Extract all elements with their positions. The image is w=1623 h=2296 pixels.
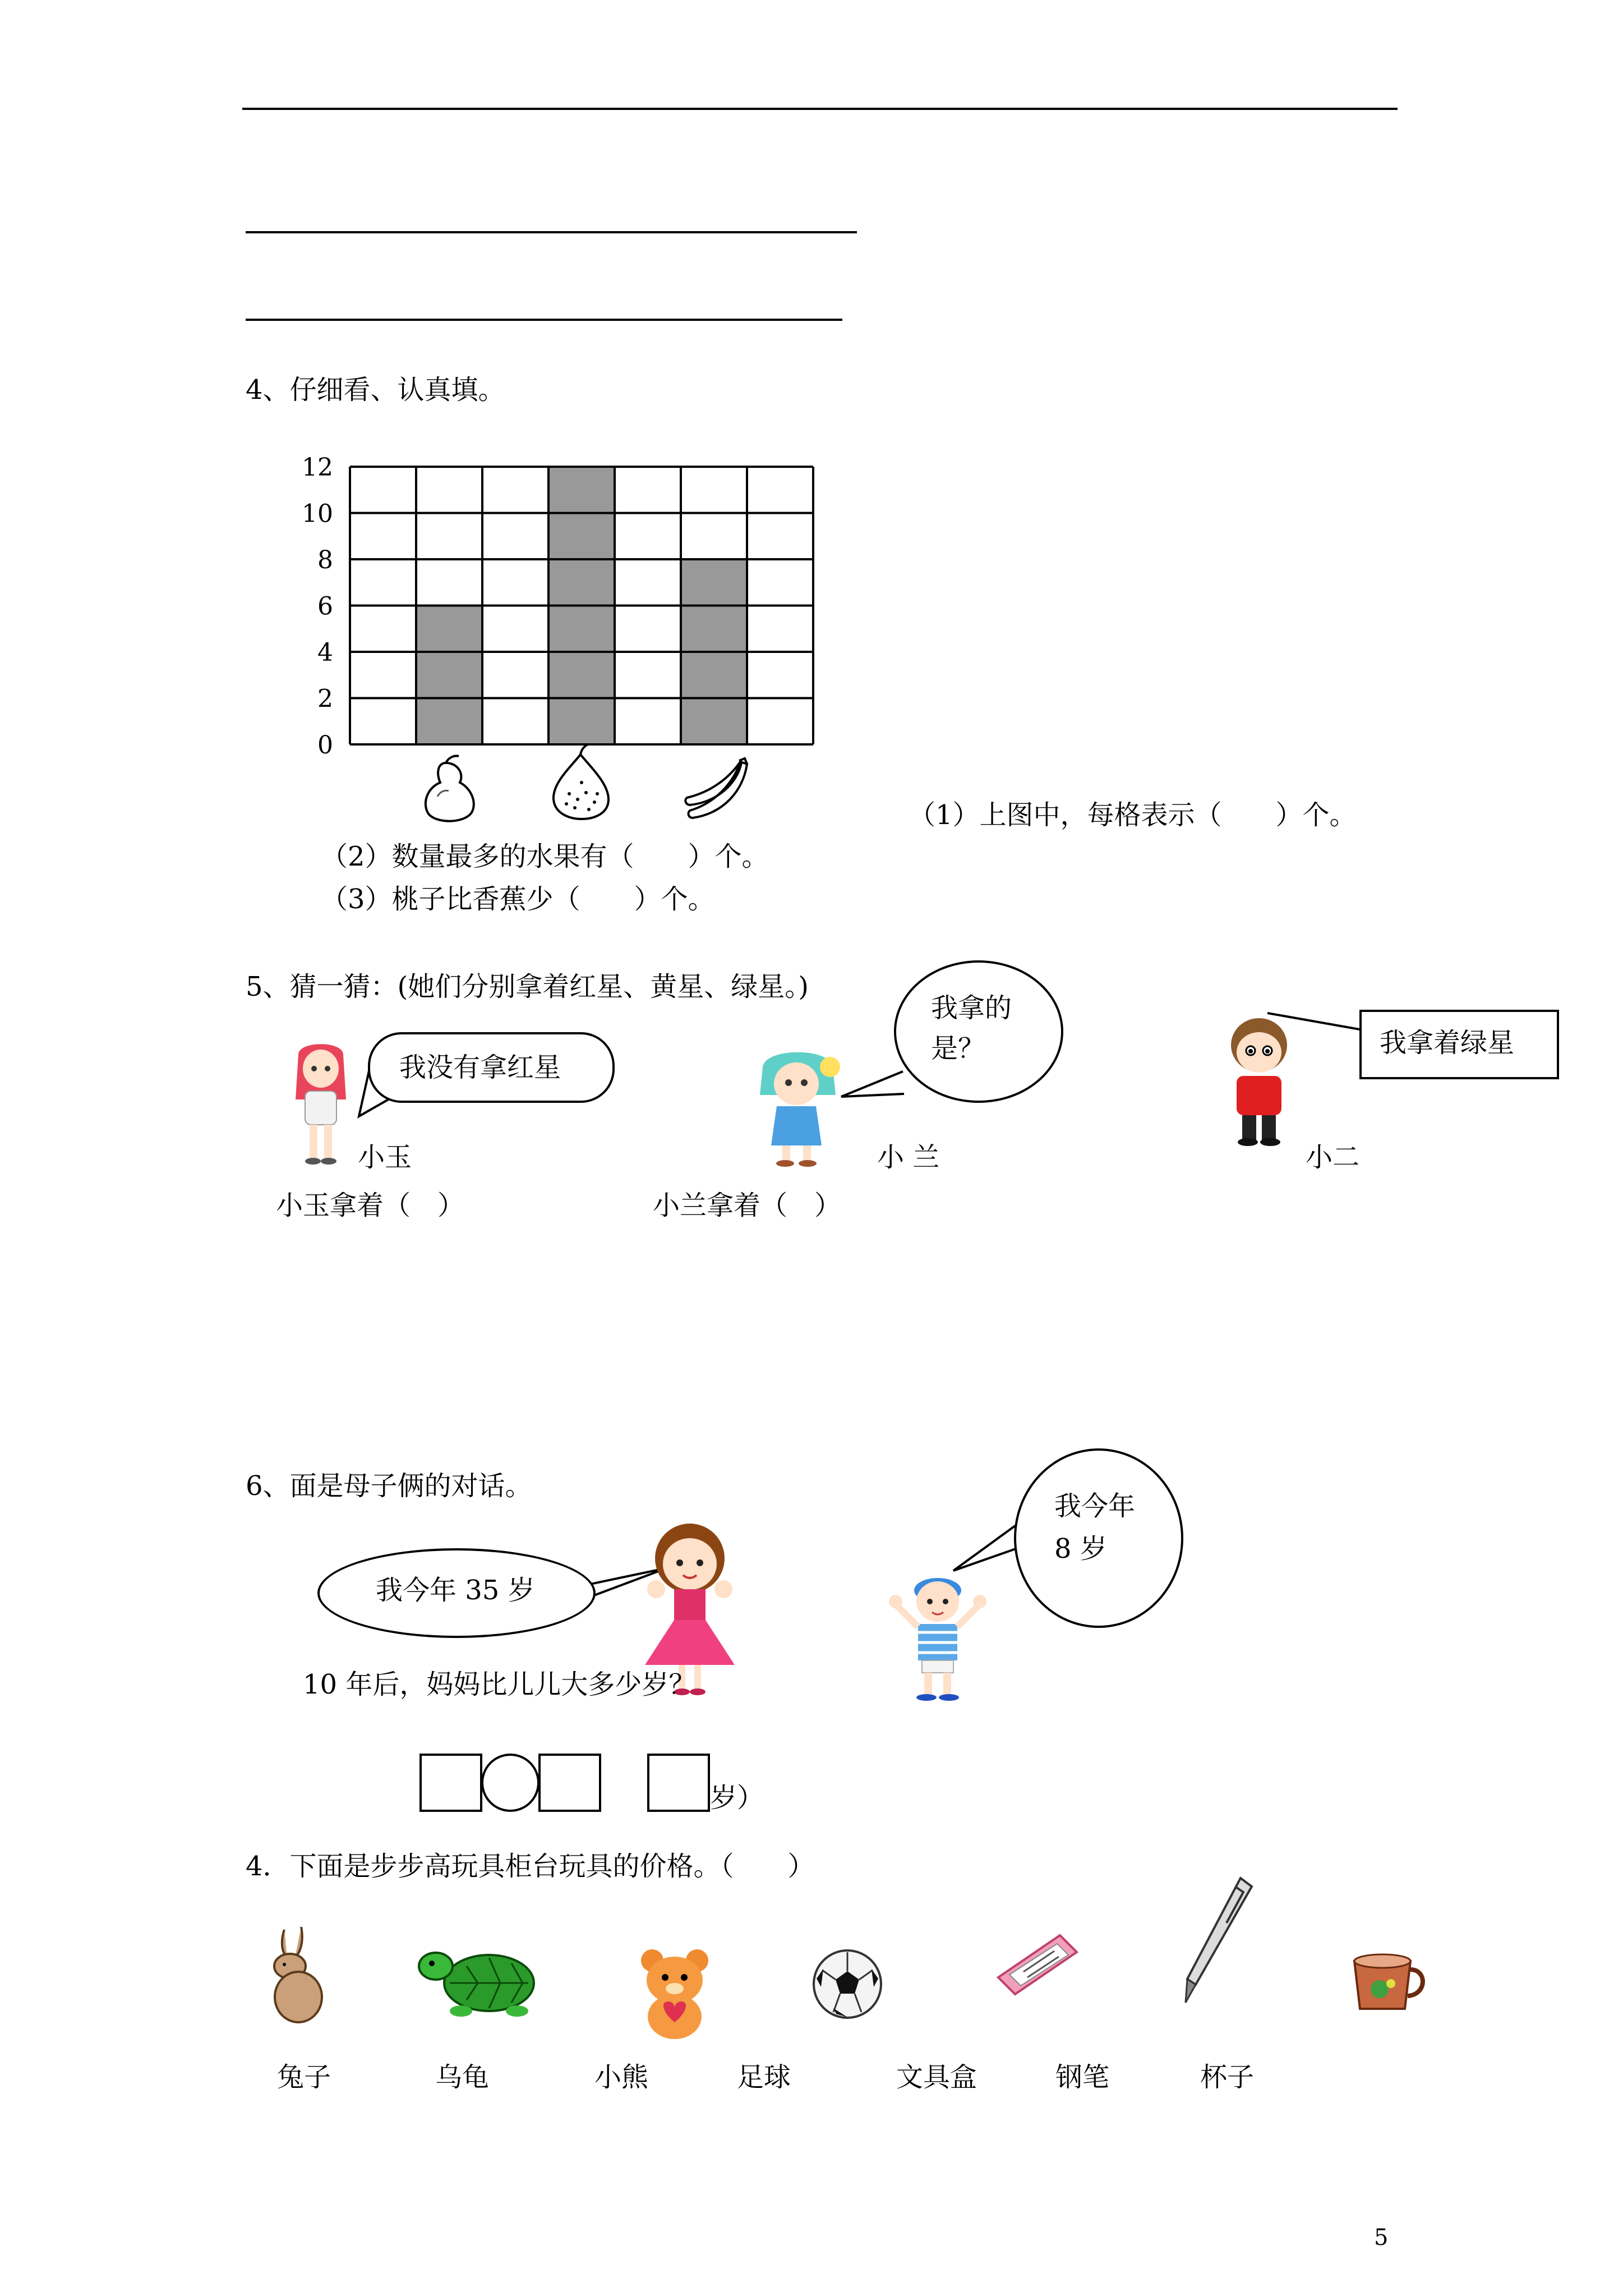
turtle-icon	[416, 1941, 545, 2019]
xiaoer-speech-tail	[1267, 1007, 1368, 1069]
peach-icon	[541, 743, 620, 822]
xiaolan-girl-icon	[751, 1045, 847, 1168]
banana-icon	[679, 757, 751, 822]
xiaoer-name: 小二	[1306, 1142, 1360, 1173]
pear-icon	[415, 752, 482, 825]
xiaoer-speech: 我拿着绿星	[1380, 1027, 1515, 1059]
xiaoyu-girl-icon	[287, 1038, 354, 1167]
son-speech-l1: 我今年	[1054, 1490, 1136, 1522]
toy-label-turtle: 乌龟	[435, 2062, 490, 2093]
pen-icon	[1173, 1872, 1257, 2007]
q4a-sub1: （1）上图中，每格表示（ ）个。	[909, 799, 1357, 831]
q4a-sub3: （3）桃子比香蕉少（ ）个。	[321, 884, 715, 915]
q5-answer-xiaolan: 小兰拿着（ ）	[653, 1190, 842, 1221]
y-tick-label: 10	[302, 499, 333, 528]
bar-pear	[416, 606, 482, 745]
answer-box-1[interactable]	[419, 1754, 482, 1812]
q5-heading: 5、猜一猜：(她们分别拿着红星、黄星、绿星。)	[246, 971, 809, 1002]
y-tick-label: 0	[317, 731, 333, 760]
toy-label-bear: 小熊	[594, 2062, 649, 2093]
rabbit-icon	[259, 1924, 326, 2025]
q4b-heading: 4．下面是步步高玩具柜台玩具的价格。（ ）	[246, 1851, 815, 1882]
xiaolan-speech-l2: 是？	[931, 1033, 985, 1064]
toy-label-cup: 杯子	[1200, 2062, 1255, 2093]
answer-box-3[interactable]	[647, 1754, 710, 1812]
y-tick-label: 4	[317, 638, 333, 667]
q6-heading: 6、面是母子俩的对话。	[246, 1470, 532, 1502]
bear-icon	[633, 1947, 717, 2042]
xiaolan-speech-bubble	[894, 960, 1063, 1103]
cup-icon	[1346, 1944, 1430, 2017]
q4a-heading: 4、仔细看、认真填。	[246, 374, 505, 406]
y-tick-label: 6	[317, 592, 333, 621]
page-number: 5	[1374, 2225, 1389, 2251]
answer-line-1	[246, 231, 857, 233]
son-speech-tail	[953, 1515, 1021, 1576]
toy-label-rabbit: 兔子	[277, 2062, 331, 2093]
y-tick-label: 12	[302, 453, 333, 482]
q5-answer-xiaoyu: 小玉拿着（ ）	[276, 1190, 465, 1221]
xiaolan-speech-tail	[841, 1066, 909, 1111]
answer-box-2[interactable]	[538, 1754, 601, 1812]
header-rule	[242, 108, 1398, 110]
q4a-sub2: （2）数量最多的水果有（ ）个。	[321, 841, 769, 872]
pencil-case-icon	[993, 1930, 1082, 2003]
toy-label-pencil-case: 文具盒	[896, 2062, 978, 2093]
football-icon	[811, 1948, 884, 2021]
q6-question: 10 年后，妈妈比儿儿大多少岁？	[303, 1669, 696, 1700]
mom-speech: 我今年 35 岁	[376, 1575, 535, 1606]
xiaolan-name: 小 兰	[877, 1142, 940, 1173]
answer-operator-circle[interactable]	[481, 1754, 540, 1812]
toy-label-pen: 钢笔	[1055, 2062, 1110, 2093]
xiaoyu-speech: 我没有拿红星	[399, 1052, 561, 1083]
xiaoyu-name: 小玉	[358, 1142, 412, 1173]
answer-line-2	[246, 319, 842, 321]
answer-unit: 岁）	[710, 1782, 764, 1814]
y-tick-label: 8	[317, 546, 333, 574]
son-speech-l2: 8 岁	[1054, 1533, 1107, 1565]
toy-label-football: 足球	[737, 2062, 791, 2093]
y-tick-label: 2	[317, 684, 333, 714]
son-icon	[887, 1571, 988, 1705]
xiaolan-speech-l1: 我拿的	[931, 992, 1012, 1024]
